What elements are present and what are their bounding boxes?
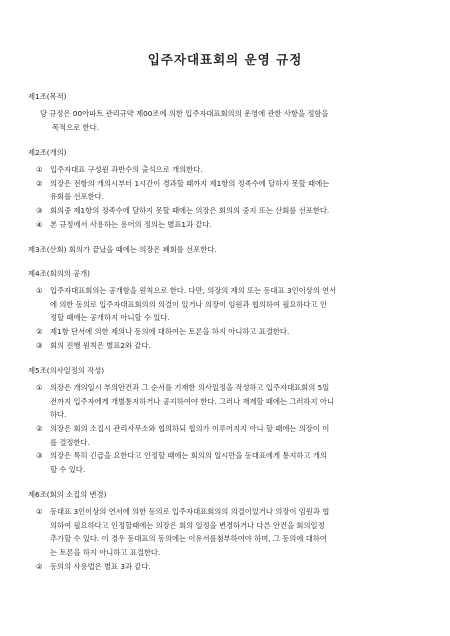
article-2 [22,148,428,231]
clause-text [50,422,428,449]
article-text-line: 당 규정은 00아파트 관리규약 제00조에 의한 입주자대표회의의 운영에 관한 사항을 정함을 [40,109,329,118]
clause-number: ② [36,178,43,188]
article-heading: 제2조(개의) [28,148,67,158]
article-text-line: 목적으로 한다. [52,122,99,132]
clause-number: ② [36,423,43,433]
clause-text [50,218,428,232]
article-4 [22,269,428,352]
clause-text-line: 의장은 전항의 개의시부터 1시간이 경과할 때까지 제1항의 정족수에 달하지 못할 때에는 [50,178,330,188]
clause-text-line: 추가할 수 있다. 이 경우 동대표의 동의에는 이유서를첨부하여야 하며, 그 동의에 대하여 [50,534,327,544]
article-heading: 제6조(회의 소집의 변경) [28,490,107,500]
clause-text-line: 에 의한 동의로 입주자대표회의의 의결이 있거나 의장이 임원과 협의하여 필요하다고 인 [50,299,327,309]
clause-text [50,449,428,476]
clause-item [22,505,428,559]
clause-text-line: 하다. [50,410,67,420]
article-heading: 제3조(산회) 회의가 끝났을 때에는 의장은 폐회를 선포한다. [28,245,217,255]
article-list [22,92,428,573]
article-6 [22,490,428,573]
clause-number: ① [36,165,43,175]
clause-item [22,339,428,353]
article-3 [22,245,428,255]
clause-item [22,284,428,325]
clause-number: ② [36,561,43,571]
clause-text [50,177,428,204]
clause-number: ④ [36,219,43,229]
clause-item [22,422,428,449]
clause-text [50,163,428,177]
clause-text-line: 제1항 단서에 의한 제의나 동의에 대하여는 토론을 하지 아니하고 표결한다. [50,326,290,336]
clause-text-line: 의장은 회의 소집시 관리사무소와 협의하되 협의가 이루어지지 아니 할 때에는 의장이 이 [50,423,330,433]
clause-text-line: 전까지 입주자에게 개별통지하거나 공지하여야 한다. 그러나 재계할 때에는 그러하지 아니 [50,396,334,406]
clause-item [22,177,428,204]
clause-text-line: 유회를 선포한다. [50,192,104,202]
clause-text-line: 동의의 사용법은 별표 3과 같다. [50,561,151,571]
clause-number: ③ [36,451,43,461]
article-heading: 제5조(의사일정의 작성) [28,366,105,376]
article-heading: 제4조(회의의 공개) [28,269,90,279]
clause-item [22,560,428,574]
clause-text-line: 입주자대표회의는 공개함을 원칙으로 한다. 다만, 의장의 제의 또는 동대표 3인이상의 연서 [50,286,337,296]
article-heading: 제1조(목적) [28,92,67,101]
clause-number: ③ [36,340,43,350]
clause-item [22,449,428,476]
clause-text [50,325,428,339]
clause-text-line: 의장은 특히 긴급을 요한다고 인정할 때에는 회의의 일시만을 동대표에게 통지하고 개의 [50,451,327,461]
clause-text-line: 입주자대표 구성원 과반수의 출석으로 개의한다. [50,165,203,175]
clause-text-line: 회의 진행 원칙은 별표2와 같다. [50,340,151,350]
clause-text-line: 는 토론을 하지 아니하고 표결한다. [50,548,161,558]
article-1 [22,92,428,134]
clause-text [50,284,428,325]
clause-text-line: 정할 때에는 공개하지 아니할 수 있다. [50,313,170,323]
clause-text-line: 를 결정한다. [50,437,90,447]
clause-text-line: 회의중 제1항의 정족수에 달하지 못할 때에는 의장은 회의의 중지 또는 산회를 선포한다. [50,205,330,215]
clause-item [22,381,428,422]
clause-text [50,381,428,422]
clause-text-line: 의하여 필요하다고 인정할때에는 의장은 회의 일정을 변경하거나 다른 안건을 회의일정 [50,520,325,530]
clause-number: ③ [36,205,43,215]
clause-item [22,218,428,232]
clause-text [50,339,428,353]
clause-text-line: 본 규정에서 사용하는 용어의 정의는 별표1과 같다. [50,219,212,229]
clause-item [22,163,428,177]
clause-number: ② [36,326,43,336]
clause-text-line: 할 수 있다. [50,464,86,474]
clause-item [22,204,428,218]
clause-text-line: 동대표 3인이상의 연서에 의한 동의로 입주자대표회의의 의결이있거나 의장이 임원과 협 [50,507,330,517]
clause-text [50,505,428,559]
clause-number: ① [36,507,43,517]
clause-text [50,204,428,218]
clause-number: ① [36,383,43,393]
article-5 [22,366,428,476]
document-title: 입주자대표회의 운영 규정 [147,52,303,67]
clause-text-line: 의장은 개의일시 부의안건과 그 순서를 기재한 의사일정을 작성하고 입주자대표회의 5일 [50,383,330,393]
clause-text [50,560,428,574]
clause-number: ① [36,286,43,296]
clause-item [22,325,428,339]
